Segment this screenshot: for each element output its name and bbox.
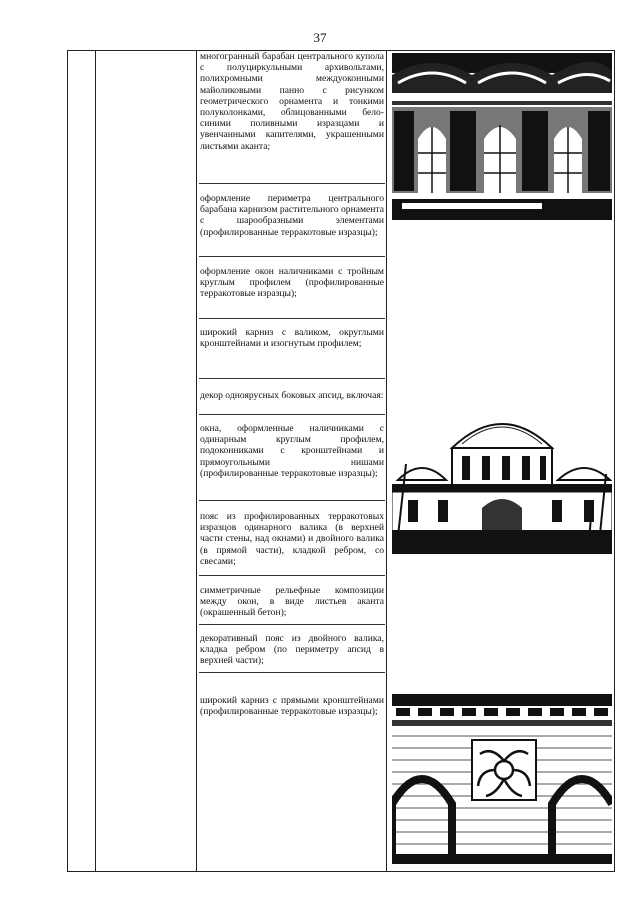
column-divider — [196, 50, 197, 872]
page-number: 37 — [313, 30, 327, 45]
paragraph-divider — [199, 318, 385, 319]
description-paragraph: широкий карниз с валиком, округлыми кронштейнами и изогнутым профилем; — [200, 327, 384, 350]
description-paragraph: пояс из профилированных терракотовых изразцов одинарного валика (в верхней части стены, над окнами) и двойного валика (в прямой части), кладкой ребром, со свесами; — [200, 511, 384, 567]
acanthus-relief-photo — [392, 694, 612, 864]
drum-arched-windows-photo — [392, 53, 612, 220]
description-paragraph: декоративный пояс из двойного валика, кладка ребром (по периметру апсид в верхней части); — [200, 633, 384, 667]
paragraph-divider — [199, 378, 385, 379]
paragraph-divider — [199, 256, 385, 257]
description-paragraph: оформление окон наличниками с тройным круглым профилем (профилированные терракотовые изразцы); — [200, 266, 384, 300]
paragraph-divider — [199, 183, 385, 184]
description-paragraph: многогранный барабан центрального купола с полуциркульными архивольтами, полихромными междуоконными майоликовыми панно с рисунком геометрического орнамента и тонкими полуколонками, облицованными бело-синими поливными изразцами и увенчанными капителями, украшенными листьями аканта; — [200, 51, 384, 152]
column-divider — [95, 50, 96, 872]
description-paragraph: широкий карниз с прямыми кронштейнами (профилированные терракотовые изразцы); — [200, 695, 384, 718]
paragraph-divider — [199, 500, 385, 501]
church-domes-photo — [392, 404, 612, 554]
paragraph-divider — [199, 672, 385, 673]
description-paragraph: симметричные рельефные композиции между окон, в виде листьев аканта (окрашенный бетон); — [200, 585, 384, 619]
description-paragraph: оформление периметра центрального барабана карнизом растительного орнамента с шарообразными элементами (профилированные терракотовые изразцы); — [200, 193, 384, 238]
description-paragraph: декор одноярусных боковых апсид, включая: — [200, 390, 384, 401]
column-divider — [386, 50, 387, 872]
paragraph-divider — [199, 414, 385, 415]
paragraph-divider — [199, 624, 385, 625]
description-paragraph: окна, оформленные наличниками с одинарным круглым профилем, подоконниками с кронштейнами и прямоугольными нишами (профилированные терракотовые изразцы); — [200, 423, 384, 479]
paragraph-divider — [199, 575, 385, 576]
